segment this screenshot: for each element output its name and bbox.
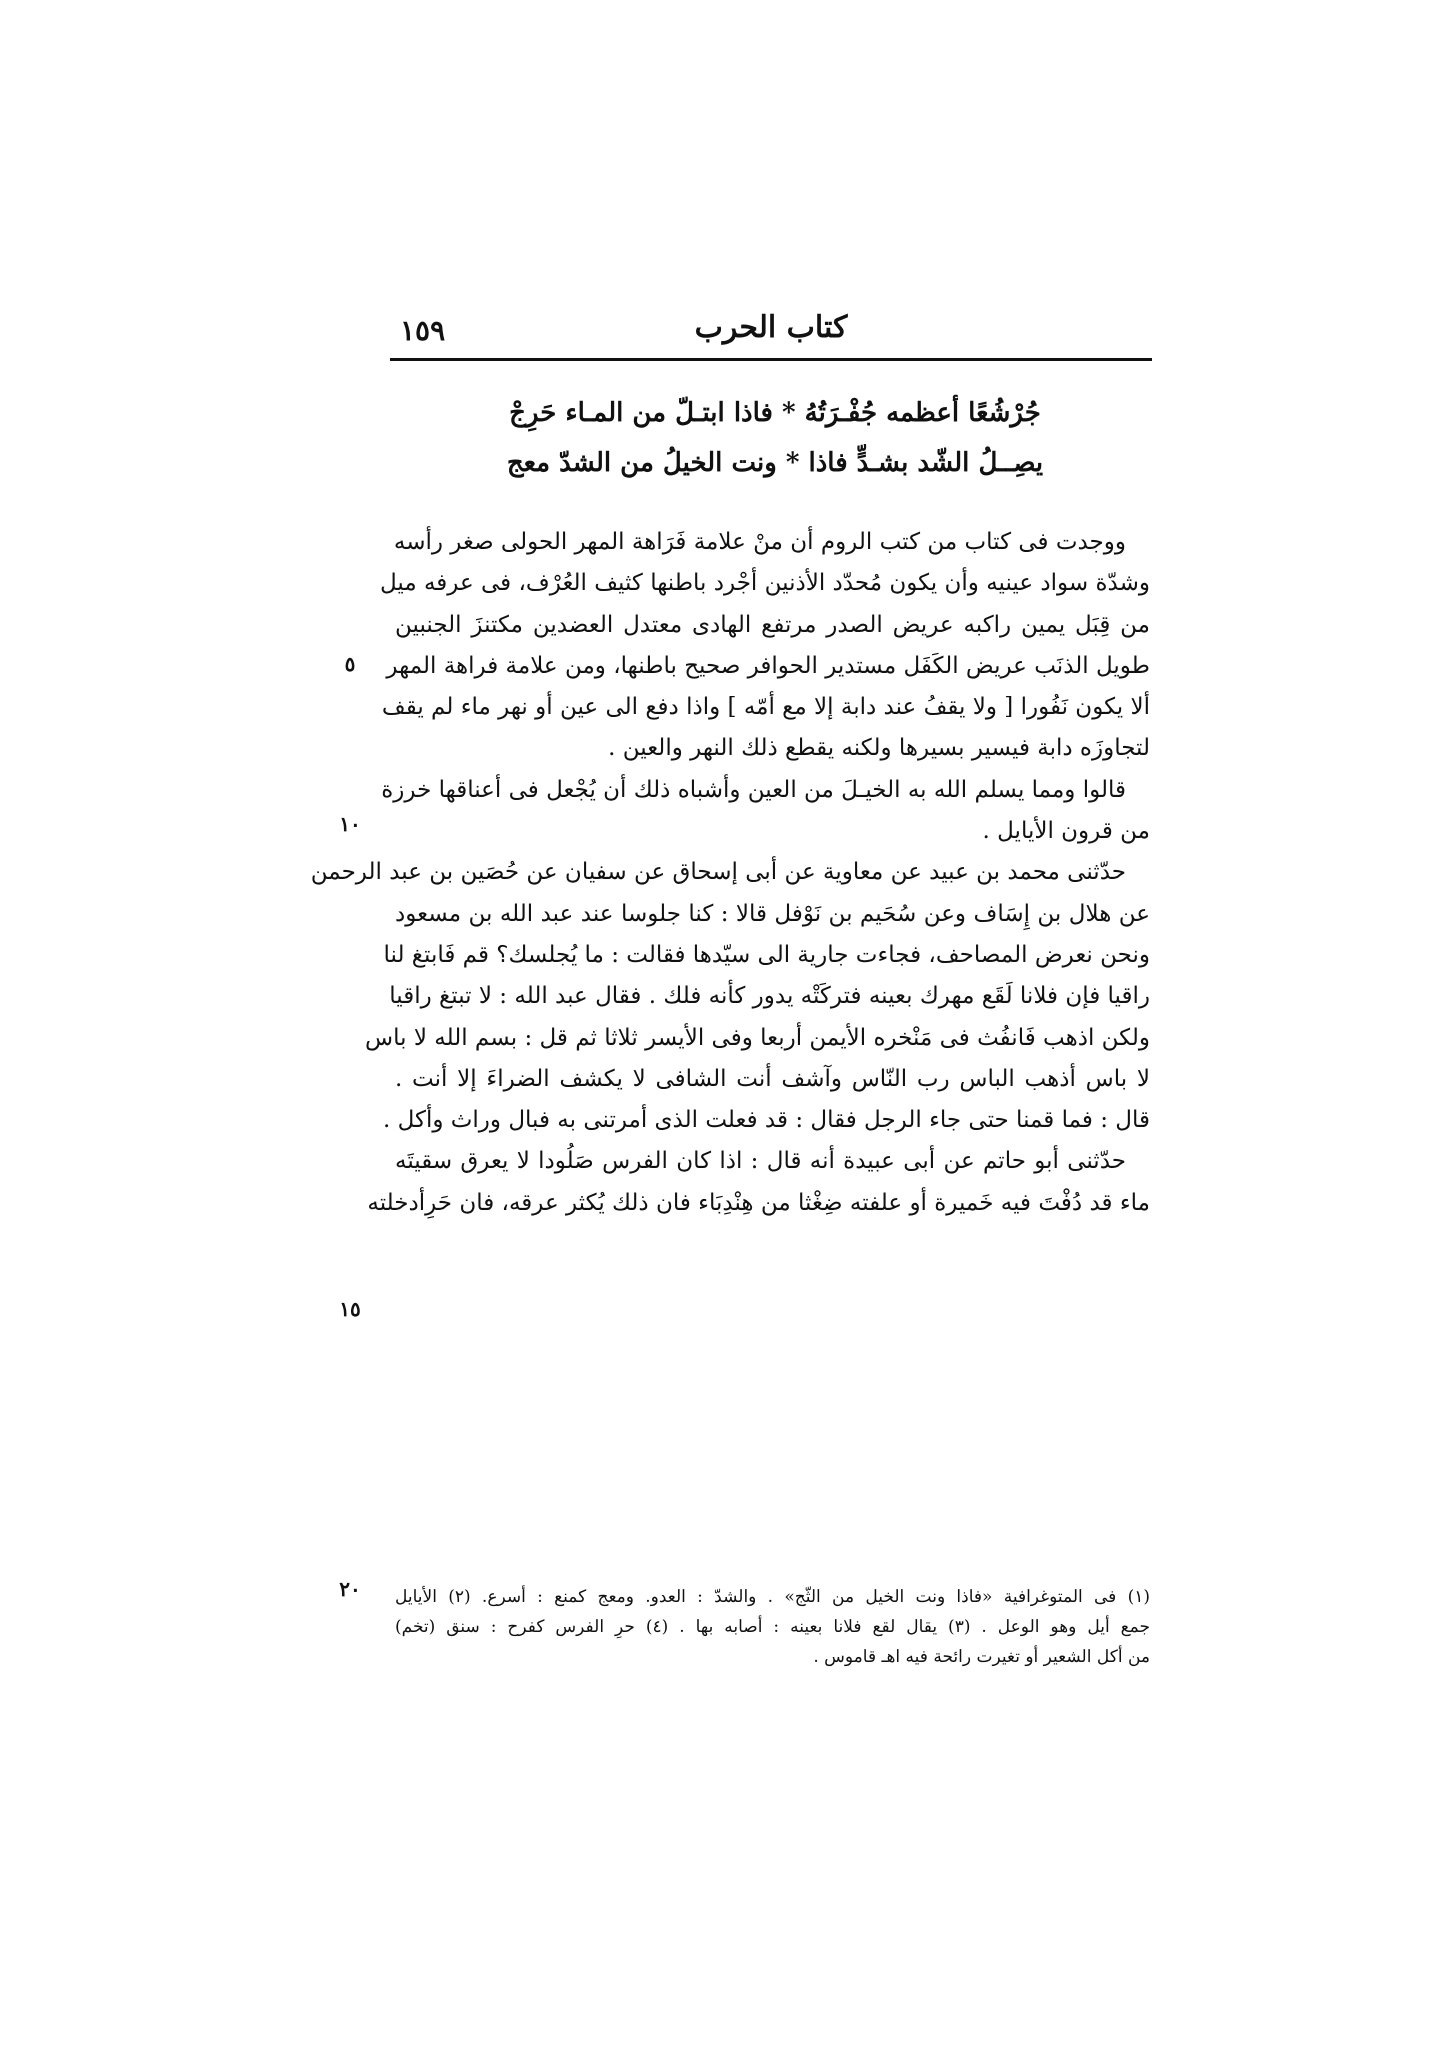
text-line: لا باس أذهب الباس رب النّاس وآشف أنت الشافى لا يكشف الضراءَ إلا أنت . xyxy=(395,1065,1150,1092)
text-line: وشدّة سواد عينيه وأن يكون مُحدّد الأذنين أجْرد باطنها كثيف العُرْف، فى عرفه ميل xyxy=(379,570,1150,597)
text-line: ألا يكون نَفُورا [ ولا يقفُ عند دابة إلا مع أمّه ] واذا دفع الى عين أو نهر ماء لم يقف xyxy=(381,694,1150,721)
text-line: ووجدت فى كتاب من كتب الروم أن منْ علامة فَرَاهة المهر الحولى صغر رأسه xyxy=(393,529,1126,555)
footnotes xyxy=(395,1582,1150,1672)
text-line: ماء قد دُفْتَ فيه خَميرة أو علفته ضِغْثا من هِنْدِبَاء فان ذلك يُكثر عرقه، فان حَرِأدخلته xyxy=(367,1189,1150,1216)
text-line: لتجاوزَه دابة فيسير بسيرها ولكنه يقطع ذلك النهر والعين . xyxy=(608,735,1150,762)
text-line: ولكن اذهب فَانفُث فى مَنْخره الأيمن أربعا وفى الأيسر ثلاثا ثم قل : بسم الله لا باس xyxy=(365,1024,1150,1051)
text-line: ونحن نعرض المصاحف، فجاءت جارية الى سيّدها فقالت : ما يُجلسك؟ قم فَابتغ لنا xyxy=(383,941,1150,968)
page-number: ١٥٩ xyxy=(400,314,446,347)
page-header xyxy=(390,310,1152,350)
line-number: ١٠ xyxy=(339,812,361,836)
footnote-line: جمع أيل وهو الوعل . (٣) يقال لقع فلانا بعينه : أصابه بها . (٤) حرِ الفرس كفرح : سنق (تخم) xyxy=(395,1617,1151,1637)
text-line: قال : فما قمنا حتى جاء الرجل فقال : قد فعلت الذى أمرتنى به فبال وراث وأكل . xyxy=(382,1107,1150,1134)
text-line: طويل الذنَب عريض الكَفَل مستدير الحوافر صحيح باطنها، ومن علامة فراهة المهر xyxy=(386,652,1150,679)
text-line: حدّثنى أبو حاتم عن أبى عبيدة أنه قال : اذا كان الفرس صَلُودا لا يعرق سقيتَه xyxy=(395,1148,1126,1175)
verse-block xyxy=(470,388,1080,488)
text-line: عن هلال بن إِسَاف وعن سُحَيم بن نَوْفل قالا : كنا جلوسا عند عبد الله بن مسعود xyxy=(395,900,1150,927)
text-line: من قِبَل يمين راكبه عريض الصدر مرتفع الهادى معتدل العضدين مكتنزَ الجنبين xyxy=(395,611,1150,638)
footnote-line: (١) فى المتوغرافية «فاذا ونت الخيل من الثّج» . والشدّ : العدو. ومعج كمنع : أسرع. (٢) الأيايل xyxy=(395,1587,1150,1607)
text-line: من قرون الأيايل . xyxy=(982,818,1150,845)
text-line: راقيا فإن فلانا لَقَع مهرك بعينه فتركَتْه يدور كأنه فلك . فقال عبد الله : لا تبتغ راقيا xyxy=(389,983,1150,1010)
verse-line: يصِــلُ الشّد بشـدٍّ فاذا * ونت الخيلُ من الشدّ معج xyxy=(506,448,1044,478)
line-number: ٢٠ xyxy=(339,1577,361,1601)
text-line: حدّثنى محمد بن عبيد عن معاوية عن أبى إسحاق عن سفيان عن حُصَين بن عبد الرحمن xyxy=(310,859,1126,886)
running-title: كتاب الحرب xyxy=(694,310,848,345)
footnote-line: من أكل الشعير أو تغيرت رائحة فيه اهـ قاموس . xyxy=(813,1647,1150,1667)
text-line: قالوا ومما يسلم الله به الخيـلَ من العين وأشباه ذلك أن يُجْعل فى أعناقها خرزة xyxy=(381,776,1126,803)
line-number: ٥ xyxy=(344,652,356,676)
header-rule xyxy=(390,358,1152,361)
line-number: ١٥ xyxy=(339,1297,361,1321)
verse-line: جُرْشُعًا أعظمه جُفْـرَتُهُ * فاذا ابتـلّ من المـاء حَرِجْ xyxy=(509,398,1041,428)
